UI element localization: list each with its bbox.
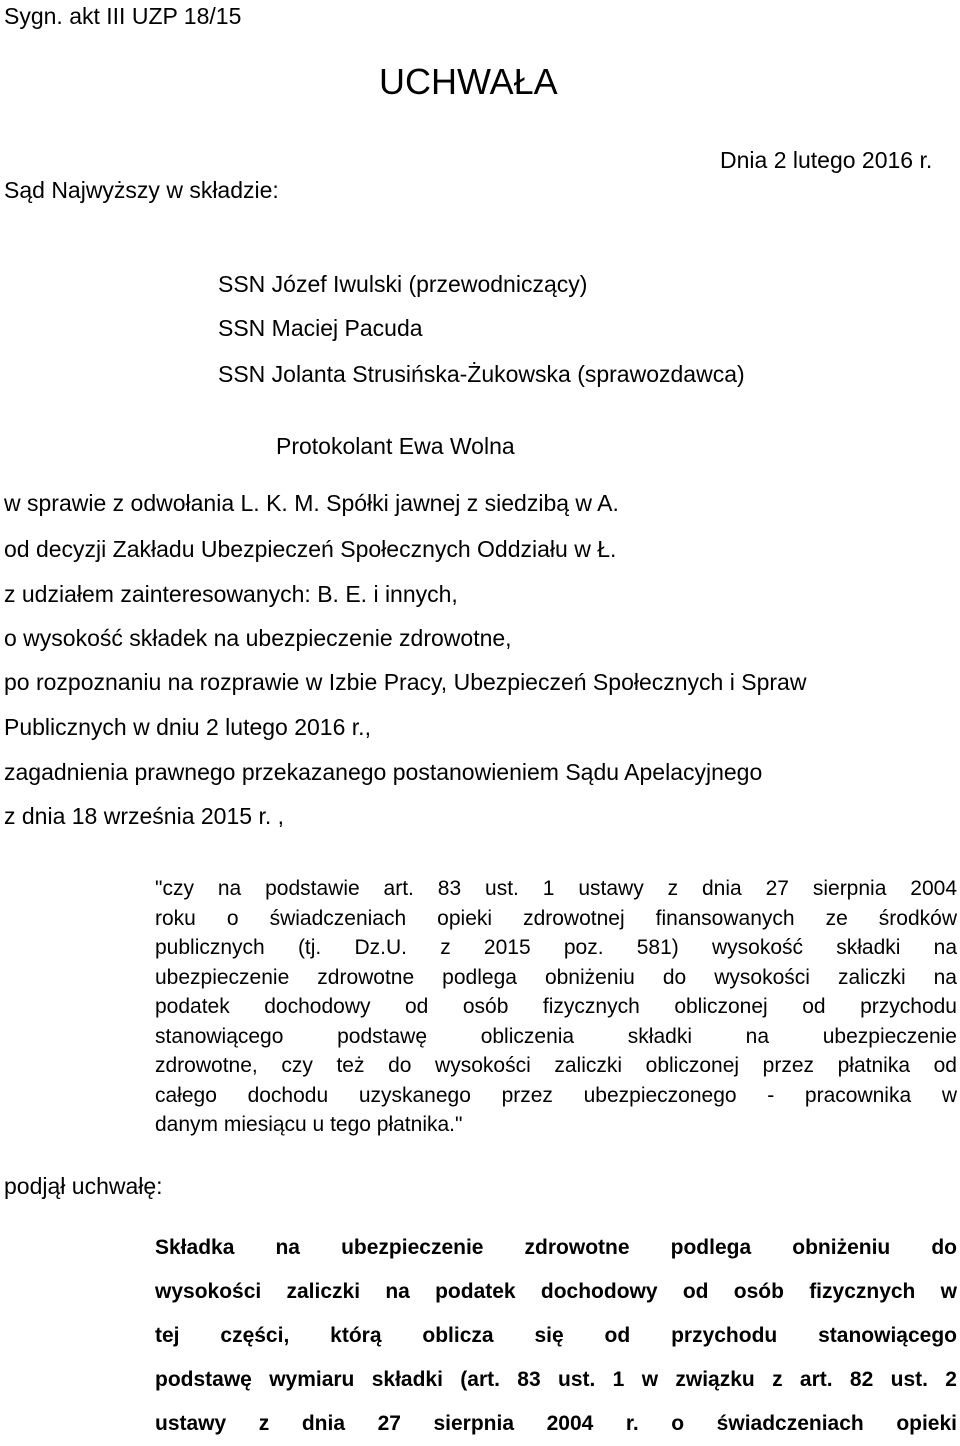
resolution-line: ustawy z dnia 27 sierpnia 2004 r. o świadczeniach opieki xyxy=(155,1412,957,1435)
case-line: z dnia 18 września 2015 r. , xyxy=(4,803,284,829)
case-line: o wysokość składek na ubezpieczenie zdrowotne, xyxy=(4,625,512,651)
case-line: w sprawie z odwołania L. K. M. Spółki jawnej z siedzibą w A. xyxy=(4,490,619,516)
protokolant: Protokolant Ewa Wolna xyxy=(276,433,515,459)
resolved-label: podjął uchwałę: xyxy=(4,1173,163,1199)
resolution-line: wysokości zaliczki na podatek dochodowy od osób fizycznych w xyxy=(155,1280,957,1303)
resolution-line: tej części, którą oblicza się od przychodu stanowiącego xyxy=(155,1324,957,1347)
question-line: publicznych (tj. Dz.U. z 2015 poz. 581) wysokość składki na xyxy=(155,936,957,959)
question-line: całego dochodu uzyskanego przez ubezpieczonego - pracownika w xyxy=(155,1083,957,1107)
judge-line: SSN Józef Iwulski (przewodniczący) xyxy=(218,271,588,297)
question-line: danym miesiącu u tego płatnika." xyxy=(155,1113,463,1136)
question-line: "czy na podstawie art. 83 ust. 1 ustawy z dnia 27 sierpnia 2004 xyxy=(155,877,957,900)
resolution-line: podstawę wymiaru składki (art. 83 ust. 1 w związku z art. 82 ust. 2 xyxy=(155,1368,957,1391)
case-line: od decyzji Zakładu Ubezpieczeń Społecznych Oddziału w Ł. xyxy=(4,536,617,562)
judge-line: SSN Jolanta Strusińska-Żukowska (sprawozdawca) xyxy=(218,361,745,387)
case-line: Publicznych w dniu 2 lutego 2016 r., xyxy=(4,714,371,740)
case-line: po rozpoznaniu na rozprawie w Izbie Pracy, Ubezpieczeń Społecznych i Spraw xyxy=(4,669,807,695)
case-signature: Sygn. akt III UZP 18/15 xyxy=(4,3,242,29)
judge-line: SSN Maciej Pacuda xyxy=(218,315,423,341)
resolution-text xyxy=(155,1226,957,1446)
question-line: ubezpieczenie zdrowotne podlega obniżeniu do wysokości zaliczki na xyxy=(155,965,957,989)
legal-question xyxy=(155,874,957,1140)
document-title: UCHWAŁA xyxy=(379,61,558,102)
case-line: zagadnienia prawnego przekazanego postanowieniem Sądu Apelacyjnego xyxy=(4,759,763,785)
court-composition-label: Sąd Najwyższy w składzie: xyxy=(4,177,279,203)
question-line: roku o świadczeniach opieki zdrowotnej finansowanych ze środków xyxy=(155,906,957,930)
question-line: zdrowotne, czy też do wysokości zaliczki obliczonej przez płatnika od xyxy=(155,1054,957,1077)
question-line: stanowiącego podstawę obliczenia składki na ubezpieczenie xyxy=(155,1024,957,1048)
resolution-line: Składka na ubezpieczenie zdrowotne podlega obniżeniu do xyxy=(155,1236,957,1259)
case-line: z udziałem zainteresowanych: B. E. i innych, xyxy=(4,581,458,607)
question-line: podatek dochodowy od osób fizycznych obliczonej od przychodu xyxy=(155,995,957,1018)
document-date: Dnia 2 lutego 2016 r. xyxy=(720,147,933,173)
